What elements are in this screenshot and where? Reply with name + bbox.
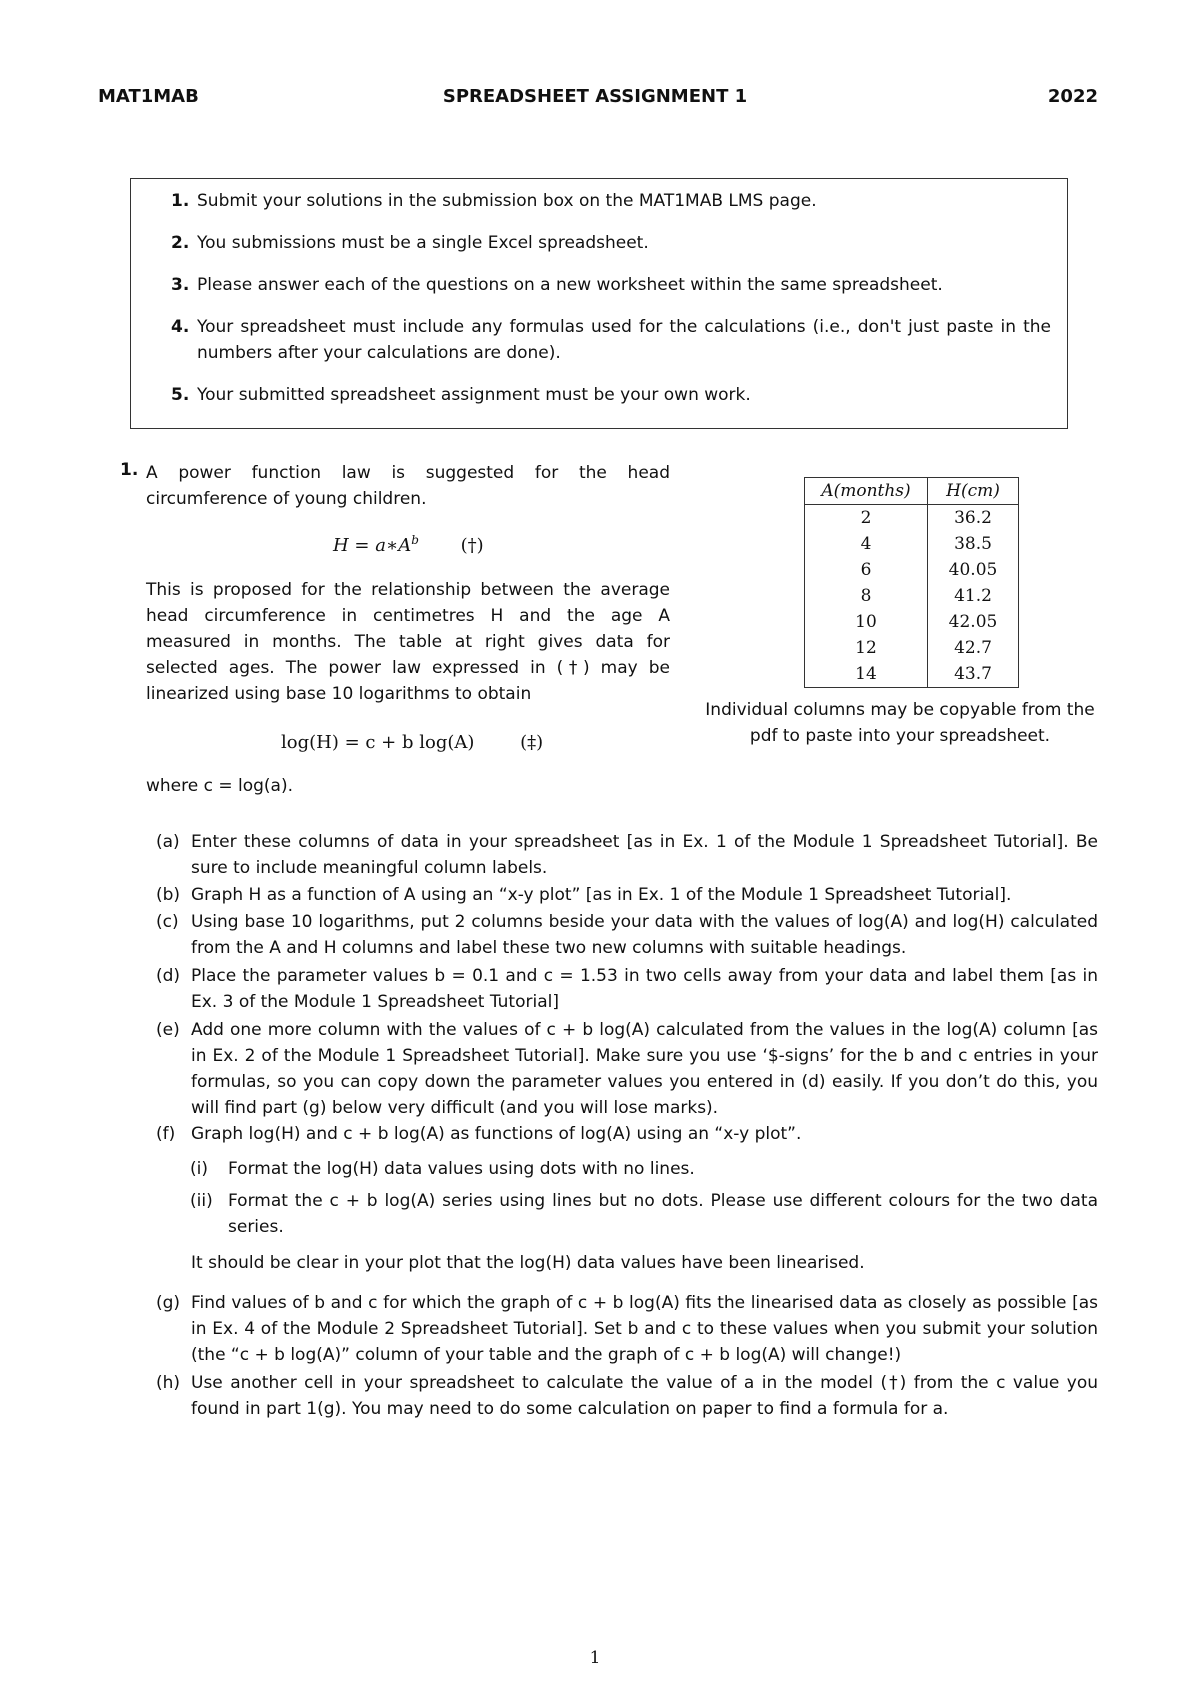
sub-part-text: Format the log(H) data values using dots with no lines. bbox=[228, 1159, 695, 1179]
exponent: b bbox=[411, 533, 419, 547]
instruction-text: You submissions must be a single Excel spreadsheet. bbox=[197, 233, 649, 253]
table-cell: 8 bbox=[805, 583, 928, 609]
part-label: (b) bbox=[156, 885, 181, 905]
question-part bbox=[156, 1121, 1098, 1147]
table-row bbox=[805, 557, 1019, 583]
question-paragraph: This is proposed for the relationship between the average head circumference in centimetres H and the age A measured in months. The table at right gives data for selected ages. The power law expressed in (†) may be linearized using base 10 logarithms to obtain bbox=[146, 580, 670, 704]
dagger-tag: (†) bbox=[460, 535, 484, 556]
sub-part-label: (i) bbox=[190, 1159, 208, 1179]
part-label: (g) bbox=[156, 1293, 181, 1313]
sub-part bbox=[190, 1188, 1098, 1240]
part-text: Graph log(H) and c + b log(A) as functions of log(A) using an “x-y plot”. bbox=[191, 1124, 802, 1144]
table-row bbox=[805, 505, 1019, 532]
question-intro: A power function law is suggested for the head circumference of young children. bbox=[146, 463, 670, 509]
double-dagger-tag: (‡) bbox=[520, 732, 544, 753]
part-text: Graph H as a function of A using an “x-y plot” [as in Ex. 1 of the Module 1 Spreadsheet Tutorial]. bbox=[191, 885, 1012, 905]
instruction-number: 3. bbox=[171, 275, 190, 295]
question-part bbox=[156, 829, 1098, 881]
part-text: Place the parameter values b = 0.1 and c = 1.53 in two cells away from your data and label them [as in Ex. 3 of the Module 1 Spreadsheet Tutorial] bbox=[191, 966, 1098, 1012]
part-label: (c) bbox=[156, 912, 179, 932]
instruction-text: Submit your solutions in the submission box on the MAT1MAB LMS page. bbox=[197, 191, 817, 211]
table-cell: 41.2 bbox=[954, 586, 992, 606]
power-law-equation bbox=[333, 533, 484, 556]
table-caption: Individual columns may be copyable from the pdf to paste into your spreadsheet. bbox=[705, 700, 1095, 746]
table-cell: 36.2 bbox=[954, 508, 992, 528]
table-cell: 38.5 bbox=[954, 534, 992, 554]
question-part bbox=[156, 1290, 1098, 1368]
table-cell: 4 bbox=[805, 531, 928, 557]
part-label: (d) bbox=[156, 966, 181, 986]
table-cell: 42.7 bbox=[954, 638, 992, 658]
instruction-number: 2. bbox=[171, 233, 190, 253]
linearized-expression: log(H) = c + b log(A) bbox=[281, 732, 475, 753]
table-cell: 42.05 bbox=[948, 612, 998, 632]
power-law-expression: H = a∗A bbox=[333, 535, 412, 556]
linearized-equation bbox=[281, 732, 543, 753]
table-cell: 14 bbox=[805, 661, 928, 688]
part-label: (h) bbox=[156, 1373, 181, 1393]
table-row bbox=[805, 583, 1019, 609]
instruction-text: Please answer each of the questions on a new worksheet within the same spreadsheet. bbox=[197, 275, 943, 295]
table-header-row bbox=[805, 478, 1019, 505]
instruction-text: Your spreadsheet must include any formulas used for the calculations (i.e., don't just paste in the numbers after your calculations are done). bbox=[197, 317, 1051, 363]
table-row bbox=[805, 635, 1019, 661]
where-clause: where c = log(a). bbox=[146, 776, 294, 796]
instructions-box bbox=[130, 178, 1068, 429]
table-cell: 2 bbox=[805, 505, 928, 532]
question-part bbox=[156, 1370, 1098, 1422]
table-row bbox=[805, 531, 1019, 557]
part-text: Using base 10 logarithms, put 2 columns beside your data with the values of log(A) and log(H) calculated from the A and H columns and label these two new columns with suitable headings. bbox=[191, 912, 1098, 958]
table-cell: 10 bbox=[805, 609, 928, 635]
part-text: Enter these columns of data in your spreadsheet [as in Ex. 1 of the Module 1 Spreadsheet Tutorial]. Be sure to include meaningful column labels. bbox=[191, 832, 1098, 878]
part-label: (a) bbox=[156, 832, 180, 852]
question-number: 1. bbox=[120, 460, 139, 480]
instruction-item bbox=[171, 272, 1051, 298]
sub-part-text: Format the c + b log(A) series using lines but no dots. Please use different colours for the two data series. bbox=[228, 1191, 1098, 1237]
instruction-item bbox=[171, 230, 1051, 256]
question-part bbox=[156, 882, 1098, 908]
question-part bbox=[156, 1017, 1098, 1121]
table-cell: 6 bbox=[805, 557, 928, 583]
instruction-number: 1. bbox=[171, 191, 190, 211]
part-text: Find values of b and c for which the graph of c + b log(A) fits the linearised data as closely as possible [as in Ex. 4 of the Module 2 Spreadsheet Tutorial]. Set b and c to these values when you submit your solution (the “c + b log(A)” column of your table and the graph of c + b log(A) will change!) bbox=[191, 1293, 1098, 1365]
part-label: (e) bbox=[156, 1020, 180, 1040]
table-cell: 43.7 bbox=[954, 664, 992, 684]
table-row bbox=[805, 661, 1019, 688]
assignment-title: SPREADSHEET ASSIGNMENT 1 bbox=[442, 86, 748, 107]
question-part bbox=[156, 909, 1098, 961]
linearised-note: It should be clear in your plot that the log(H) data values have been linearised. bbox=[191, 1253, 865, 1273]
question-part bbox=[156, 963, 1098, 1015]
part-label: (f) bbox=[156, 1124, 176, 1144]
instruction-item bbox=[171, 314, 1051, 366]
table-cell: 12 bbox=[805, 635, 928, 661]
instruction-number: 5. bbox=[171, 385, 190, 405]
page-number: 1 bbox=[589, 1648, 601, 1668]
part-text: Add one more column with the values of c + b log(A) calculated from the values in the log(A) column [as in Ex. 2 of the Module 1 Spreadsheet Tutorial]. Make sure you use ‘$-signs’ for the b and c entries in your formulas, so you can copy down the parameter values you entered in (d) easily. If you don’t do this, you will find part (g) below very difficult (and you will lose marks). bbox=[191, 1020, 1098, 1118]
year: 2022 bbox=[1047, 86, 1098, 107]
table-row bbox=[805, 609, 1019, 635]
part-text: Use another cell in your spreadsheet to calculate the value of a in the model (†) from the c value you found in part 1(g). You may need to do some calculation on paper to find a formula for a. bbox=[191, 1373, 1098, 1419]
instruction-number: 4. bbox=[171, 317, 190, 337]
instruction-item bbox=[171, 382, 1051, 408]
instruction-item bbox=[171, 188, 1051, 214]
sub-part-label: (ii) bbox=[190, 1191, 213, 1211]
table-cell: 40.05 bbox=[948, 560, 998, 580]
column-header-circumference: H(cm) bbox=[928, 478, 1019, 505]
column-header-age: A(months) bbox=[805, 478, 928, 505]
sub-part bbox=[190, 1156, 1098, 1182]
instruction-text: Your submitted spreadsheet assignment must be your own work. bbox=[197, 385, 751, 405]
data-table bbox=[804, 477, 1019, 688]
course-code: MAT1MAB bbox=[98, 86, 199, 107]
